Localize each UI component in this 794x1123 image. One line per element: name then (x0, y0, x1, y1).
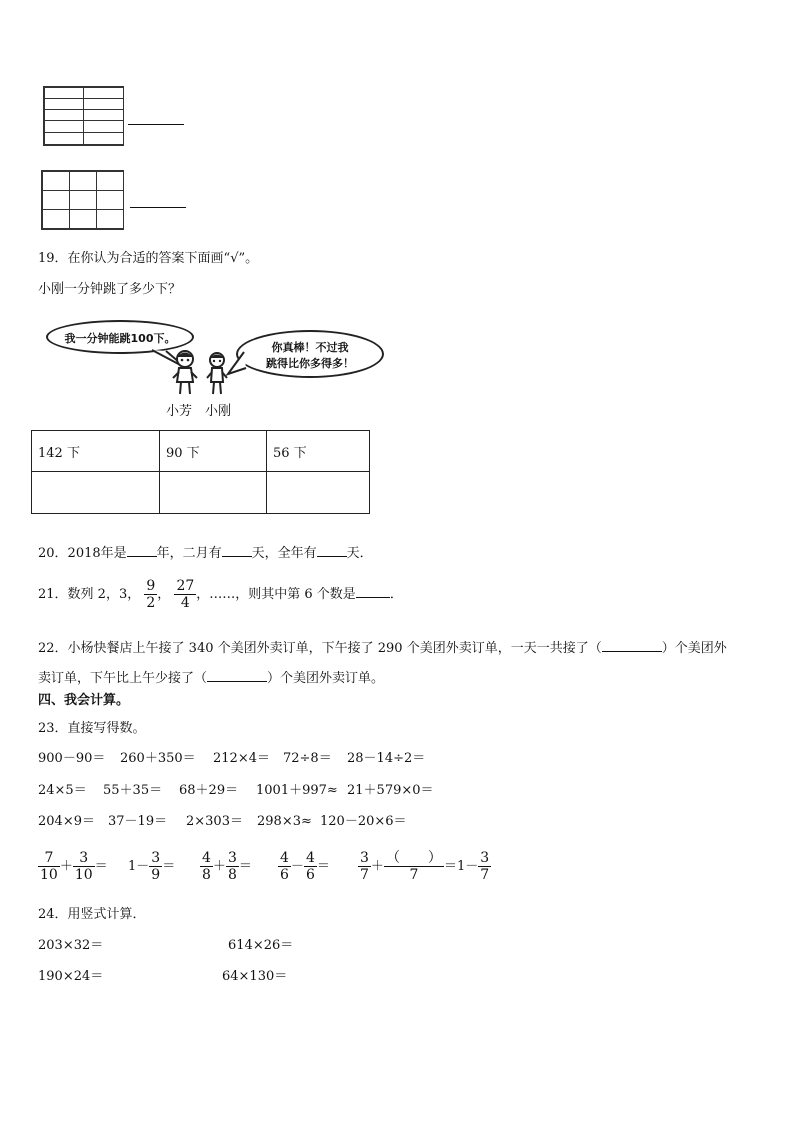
q21-text-3: ． (389, 587, 403, 602)
child-xiaofang-icon (170, 348, 200, 398)
mark-cell-56[interactable] (267, 472, 370, 514)
answer-choice-table (31, 430, 370, 514)
bubble-left-text: 我一分钟能跳100下。 (64, 332, 176, 345)
q23-r3-c5: 120－20×6＝ (320, 814, 407, 829)
q23-r2-c2: 55＋35＝ (103, 783, 163, 798)
q21-fraction-9-2: $\frac{9}{2}$ (146, 578, 156, 611)
child-xiaogang-icon (203, 350, 231, 398)
q22-text-4: ）个美团外卖订单。 (267, 671, 385, 686)
q23-r2-c4: 1001＋997≈ (256, 783, 338, 798)
q23-r2-c5: 21＋579×0＝ (347, 783, 434, 798)
q23-r3-c3: 2×303＝ (186, 814, 243, 829)
grid-figure-2 (41, 170, 124, 230)
q23-r3-c4: 298×3≈ (257, 814, 312, 829)
q20-line (38, 542, 373, 563)
option-142: 142 下 (32, 431, 160, 472)
name-xiaofang: 小芳 (166, 404, 193, 419)
q20-text-2: 年，二月有 (156, 546, 222, 561)
answer-line-2[interactable] (130, 207, 186, 208)
q23-fraction-1: $\frac{7}{10}$ ＋ $\frac{3}{10}$ ＝ (40, 850, 108, 883)
q23-r2-c1: 24×5＝ (38, 783, 87, 798)
q21-sep: ， (157, 587, 171, 602)
q23-r1-c3: 212×4＝ (213, 751, 270, 766)
mark-cell-90[interactable] (160, 472, 267, 514)
q23-r3-c2: 37－19＝ (108, 814, 168, 829)
name-xiaogang: 小刚 (205, 404, 232, 419)
q24-item-4: 64×130＝ (222, 969, 288, 984)
q20-text-4: 天． (346, 546, 373, 561)
bubble-right-line-2: 跳得比你多得多！ (266, 357, 354, 370)
grid-figure-1 (43, 86, 124, 146)
q22-text-3: 卖订单，下午比上午少接了（ (38, 671, 208, 686)
q20-text-1: 20．2018年是 (38, 546, 127, 561)
q23-fraction-2: 1－ $\frac{3}{9}$ ＝ (128, 850, 176, 883)
answer-line-1[interactable] (128, 124, 184, 125)
option-56: 56 下 (267, 431, 370, 472)
mark-cell-142[interactable] (32, 472, 160, 514)
q21-line (38, 578, 403, 611)
q24-item-2: 614×26＝ (228, 938, 294, 953)
bubble-right-line-1: 你真棒！不过我 (271, 341, 349, 354)
q20-blank-feb[interactable] (222, 542, 252, 557)
q19-title: 19．在你认为合适的答案下面画“√”。 (38, 251, 259, 266)
q22-text-2: ）个美团外 (661, 641, 727, 656)
section-4-heading: 四、我会计算。 (38, 693, 130, 708)
q23-fraction-5-blank[interactable]: $\frac{( )}{7}$ (385, 850, 442, 883)
q21-blank[interactable] (356, 583, 390, 598)
q24-item-3: 190×24＝ (38, 969, 104, 984)
q21-text-1: 21．数列 2，3， (38, 587, 141, 602)
q19-question: 小刚一分钟跳了多少下？ (38, 282, 182, 297)
q23-fraction-3: $\frac{4}{8}$ ＋ $\frac{3}{8}$ ＝ (202, 850, 252, 883)
speech-bubble-right (236, 330, 384, 378)
q22-blank-diff[interactable] (207, 667, 267, 682)
q23-fraction-5: $\frac{3}{7}$ ＋ $\frac{( )}{7}$ ＝1－ $\frac{3}{7}$ (360, 850, 490, 883)
q22-blank-total[interactable] (602, 637, 662, 652)
option-90: 90 下 (160, 431, 267, 472)
q23-r1-c4: 72÷8＝ (283, 751, 332, 766)
q21-fraction-27-4: $\frac{27}{4}$ (176, 578, 195, 611)
q22-line-2 (38, 667, 384, 688)
q23-r1-c5: 28－14÷2＝ (347, 751, 426, 766)
q24-title: 24．用竖式计算． (38, 907, 146, 922)
q23-r1-c1: 900－90＝ (38, 751, 106, 766)
q20-text-3: 天，全年有 (251, 546, 317, 561)
q23-r1-c2: 260＋350＝ (120, 751, 196, 766)
q23-title: 23．直接写得数。 (38, 721, 146, 736)
q24-item-1: 203×32＝ (38, 938, 104, 953)
q23-r2-c3: 68＋29＝ (179, 783, 239, 798)
q22-text-1: 22．小杨快餐店上午接了 340 个美团外卖订单，下午接了 290 个美团外卖订单，一天一共接了（ (38, 641, 602, 656)
q21-text-2: ，……，则其中第 6 个数是 (196, 587, 356, 602)
q23-r3-c1: 204×9＝ (38, 814, 95, 829)
q23-fraction-4: $\frac{4}{6}$ － $\frac{4}{6}$ ＝ (280, 850, 330, 883)
q20-blank-days[interactable] (317, 542, 347, 557)
q20-blank-year[interactable] (127, 542, 157, 557)
q22-line-1 (38, 637, 727, 658)
